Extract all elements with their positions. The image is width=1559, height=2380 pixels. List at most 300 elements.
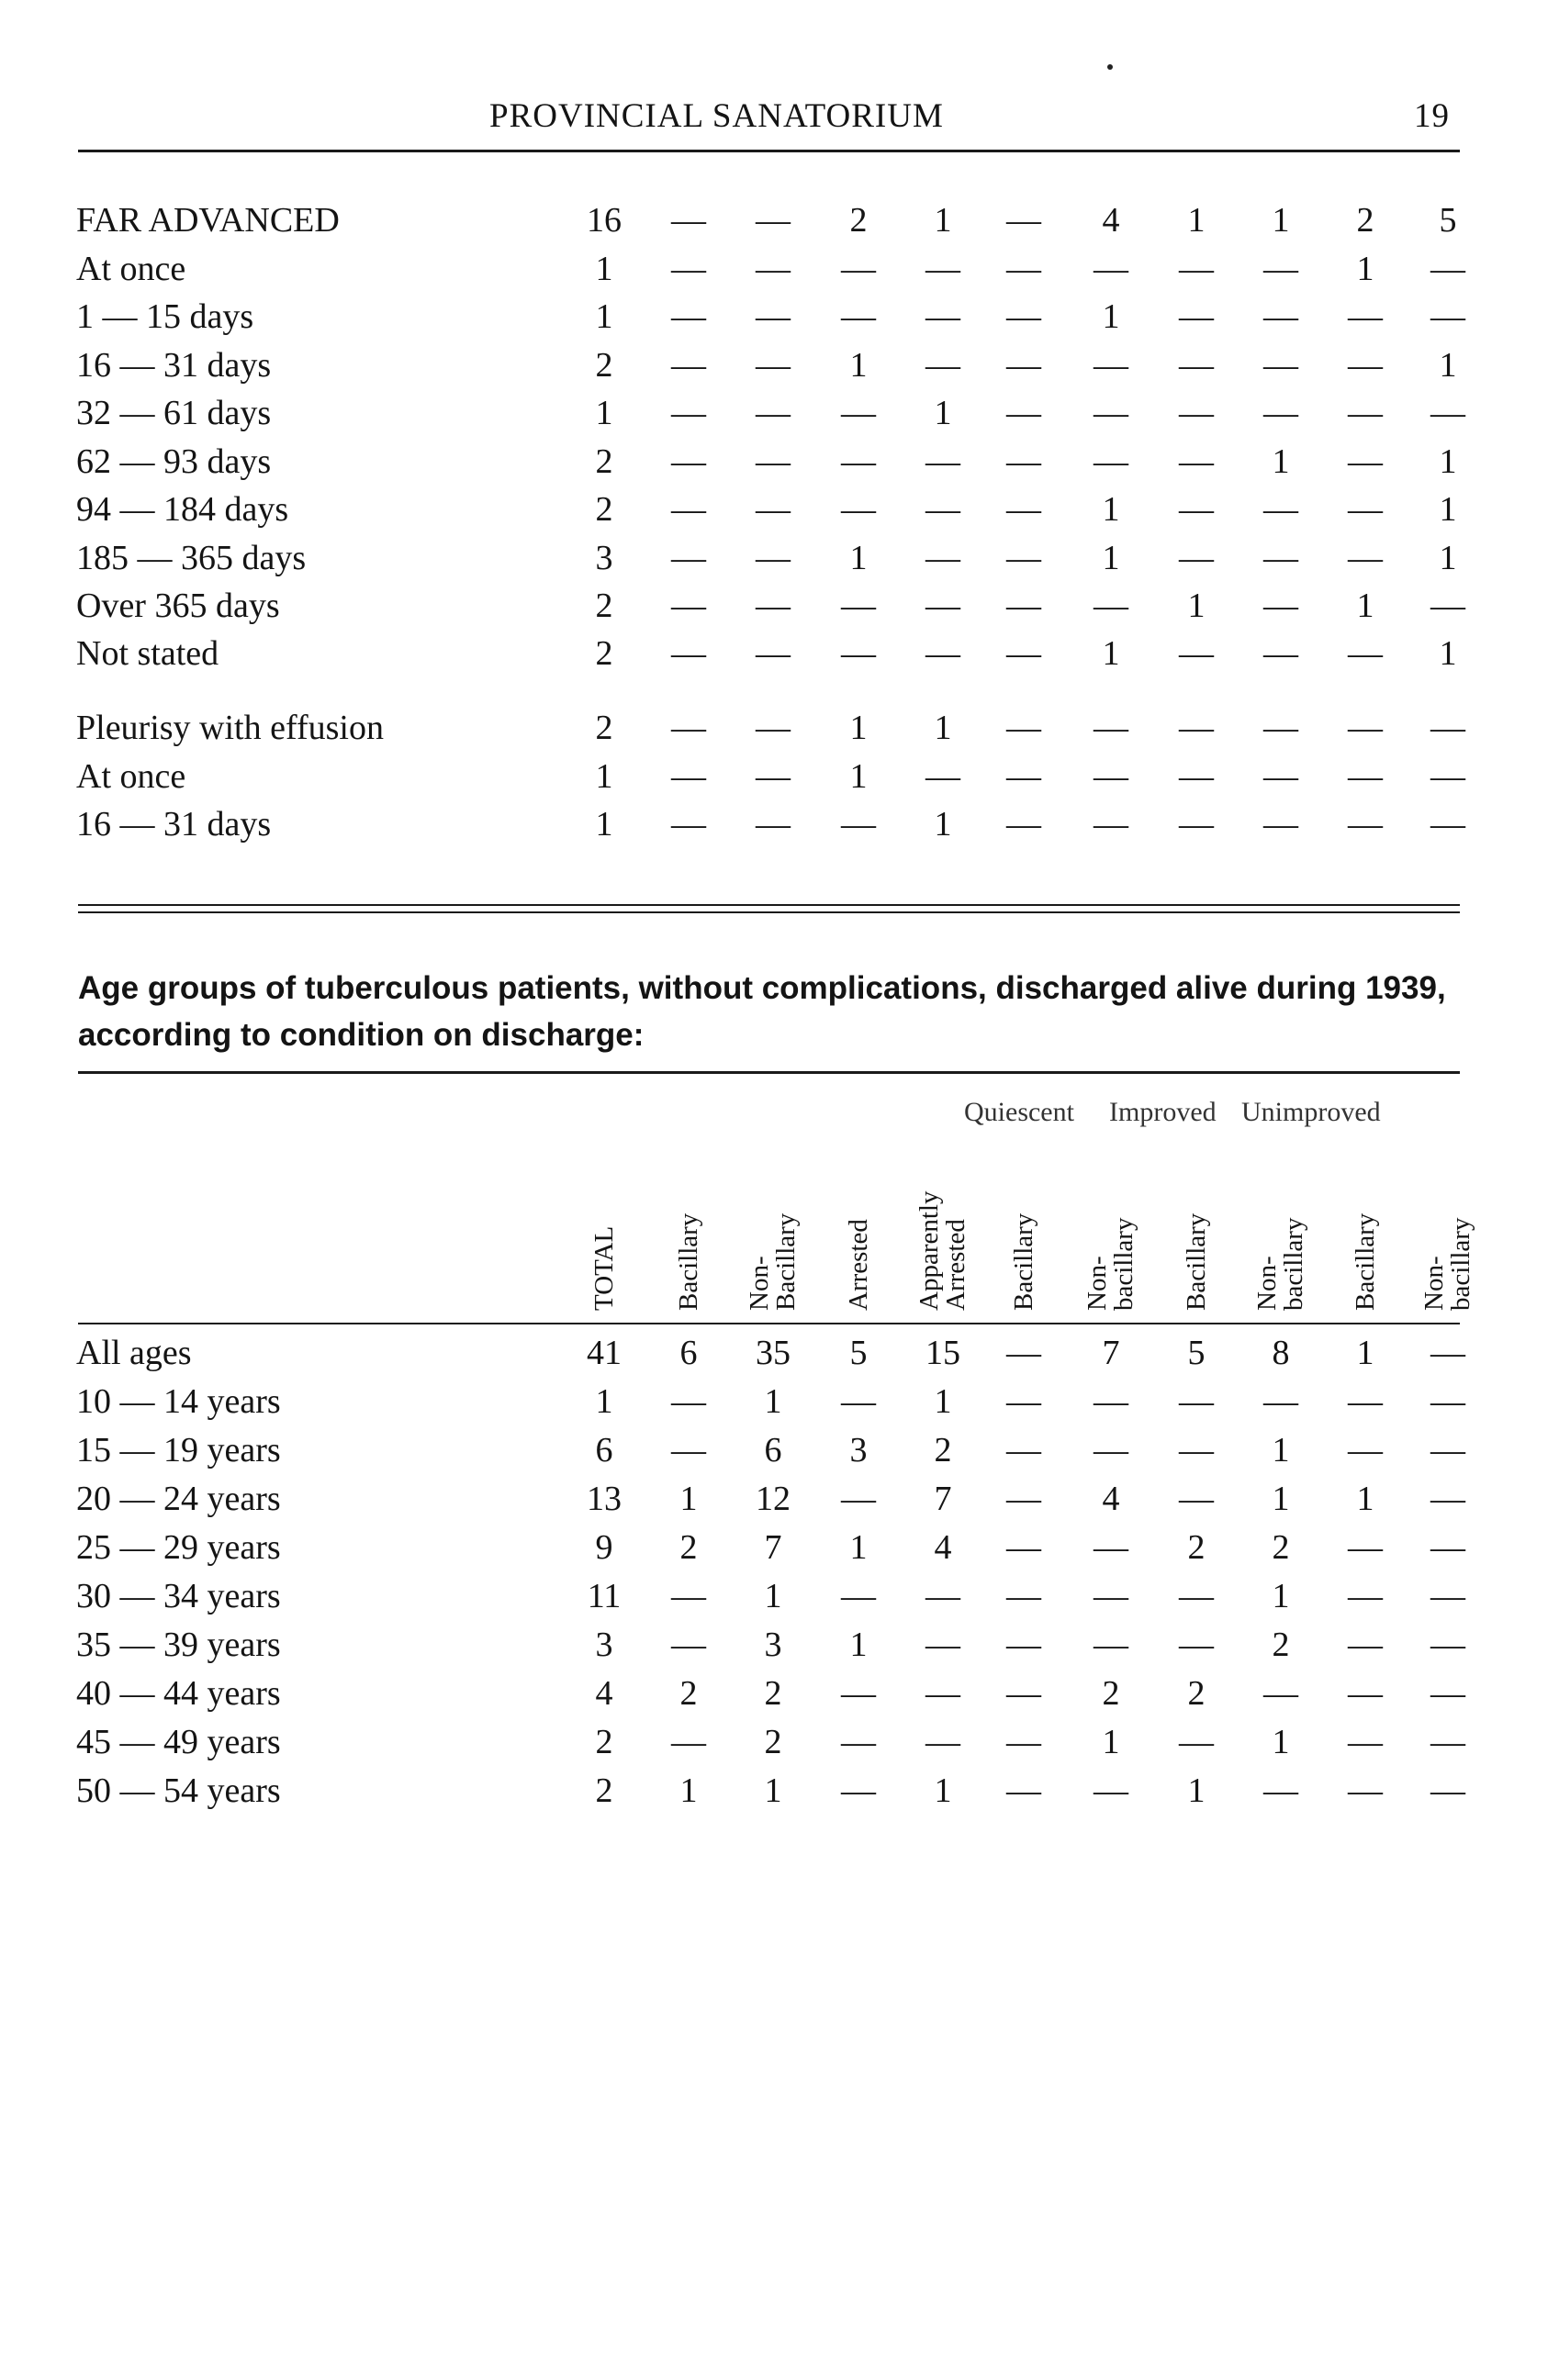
table-cell: — [1006, 1626, 1041, 1664]
table-cell: — [1179, 1723, 1214, 1761]
table-row [0, 756, 1559, 804]
column-header [914, 1155, 970, 1311]
table-cell: — [1006, 1771, 1041, 1810]
running-title: PROVINCIAL SANATORIUM [489, 97, 944, 135]
table-cell: 1 [1439, 442, 1457, 481]
table-cell: 1 [764, 1382, 782, 1421]
table-cell: — [671, 394, 706, 432]
table-cell: 1 [1102, 490, 1120, 529]
table-cell: 1 [595, 394, 613, 432]
column-header-label: Non- bacillary [1252, 1217, 1308, 1311]
table-cell: — [841, 805, 876, 844]
table-cell: — [841, 250, 876, 288]
table-cell: — [925, 490, 960, 529]
table-cell: 3 [849, 1431, 868, 1469]
column-header [1082, 1155, 1138, 1311]
table-row [0, 633, 1559, 681]
table-cell: 1 [595, 805, 613, 844]
table-cell: 2 [764, 1723, 782, 1761]
table-cell: — [1348, 539, 1383, 577]
table-cell: 2 [679, 1528, 698, 1567]
table-cell: 2 [595, 1771, 613, 1810]
table-cell: — [1094, 1626, 1128, 1664]
table-cell: — [1179, 250, 1214, 288]
table-cell: — [1348, 709, 1383, 747]
table-cell: — [1430, 1382, 1465, 1421]
table-cell: — [671, 1626, 706, 1664]
column-header [670, 1155, 707, 1311]
table-cell: — [925, 587, 960, 625]
table-cell: — [1263, 805, 1298, 844]
table-cell: — [1263, 709, 1298, 747]
column-header-rule [78, 1323, 1460, 1324]
table-cell: 2 [595, 490, 613, 529]
table-cell: — [1094, 394, 1128, 432]
row-label: 35 — 39 years [76, 1626, 281, 1664]
table-cell: — [841, 1674, 876, 1713]
table-cell: — [1179, 1480, 1214, 1518]
table-cell: 1 [849, 539, 868, 577]
table-cell: — [1006, 490, 1041, 529]
table-cell: 1 [1102, 634, 1120, 673]
table-cell: — [1348, 442, 1383, 481]
table-cell: 12 [756, 1480, 791, 1518]
table-cell: 1 [849, 346, 868, 385]
table-cell: — [671, 587, 706, 625]
table-cell: 1 [595, 297, 613, 336]
table-cell: 3 [595, 1626, 613, 1664]
table-cell: — [925, 1674, 960, 1713]
table-cell: — [1094, 1528, 1128, 1567]
table-cell: — [1263, 539, 1298, 577]
table-cell: — [1179, 1382, 1214, 1421]
table-cell: — [1179, 346, 1214, 385]
table-cell: 1 [1272, 1723, 1290, 1761]
table-row [0, 1722, 1559, 1770]
table-cell: 1 [595, 250, 613, 288]
table-cell: — [925, 539, 960, 577]
table-cell: — [1263, 1771, 1298, 1810]
table-cell: 1 [679, 1480, 698, 1518]
table-cell: — [1006, 1674, 1041, 1713]
row-label: 94 — 184 days [76, 490, 289, 529]
row-label: 16 — 31 days [76, 346, 272, 385]
table-cell: 1 [1356, 250, 1374, 288]
table-cell: — [756, 539, 791, 577]
table-cell: — [1430, 805, 1465, 844]
column-header [586, 1155, 622, 1311]
table-cell: — [671, 1723, 706, 1761]
table-cell: — [1348, 634, 1383, 673]
table-cell: 1 [595, 757, 613, 796]
table-cell: — [925, 757, 960, 796]
row-label: Over 365 days [76, 587, 280, 625]
table-cell: — [671, 1577, 706, 1615]
table-cell: — [671, 297, 706, 336]
table-cell: — [1179, 490, 1214, 529]
table-row [0, 804, 1559, 852]
table-cell: — [1179, 805, 1214, 844]
table-cell: 1 [934, 805, 952, 844]
table-cell: — [1348, 1674, 1383, 1713]
table-row [0, 249, 1559, 296]
table-cell: 1 [1187, 587, 1206, 625]
table-row [0, 1673, 1559, 1721]
table-cell: — [671, 539, 706, 577]
table-cell: — [1006, 1382, 1041, 1421]
table-cell: 2 [764, 1674, 782, 1713]
column-header-label: Apparently Arrested [914, 1190, 970, 1311]
table-cell: — [1006, 1334, 1041, 1372]
row-label: Not stated [76, 634, 219, 673]
table-cell: — [1179, 1626, 1214, 1664]
table-cell: — [1006, 587, 1041, 625]
table-cell: 1 [1272, 201, 1290, 240]
table-row [0, 1381, 1559, 1429]
table-cell: — [671, 346, 706, 385]
table-cell: 11 [587, 1577, 622, 1615]
group-header-improved: Improved [1109, 1097, 1217, 1127]
table-cell: — [1430, 1577, 1465, 1615]
table-cell: — [1179, 539, 1214, 577]
column-header-label: Bacillary [1350, 1212, 1380, 1311]
column-header-label: Non- Bacillary [745, 1212, 801, 1311]
table-cell: — [925, 1577, 960, 1615]
column-header [1419, 1155, 1475, 1311]
table-cell: 6 [764, 1431, 782, 1469]
table-cell: 15 [925, 1334, 960, 1372]
table-cell: — [1006, 346, 1041, 385]
table-cell: 2 [595, 634, 613, 673]
table-cell: — [841, 490, 876, 529]
column-header [745, 1155, 801, 1311]
table-cell: — [841, 394, 876, 432]
table-cell: 1 [849, 757, 868, 796]
table-cell: — [1179, 634, 1214, 673]
table-cell: 1 [679, 1771, 698, 1810]
table-cell: — [1006, 1431, 1041, 1469]
table-row [0, 296, 1559, 344]
table-row [0, 538, 1559, 586]
table-cell: — [1348, 1771, 1383, 1810]
table-cell: — [841, 1480, 876, 1518]
table-cell: 8 [1272, 1334, 1290, 1372]
table-cell: 35 [756, 1334, 791, 1372]
table-row [0, 1527, 1559, 1575]
row-label: 32 — 61 days [76, 394, 272, 432]
column-header-label: Arrested [843, 1219, 873, 1311]
table-cell: 6 [679, 1334, 698, 1372]
table-cell: 1 [1439, 634, 1457, 673]
table-cell: — [1430, 394, 1465, 432]
table-cell: — [1348, 805, 1383, 844]
table-cell: 1 [1272, 1431, 1290, 1469]
stray-dot [1107, 64, 1113, 70]
table-cell: — [756, 757, 791, 796]
column-header [1252, 1155, 1308, 1311]
table-cell: — [1263, 394, 1298, 432]
table-cell: — [756, 297, 791, 336]
row-label: FAR ADVANCED [76, 201, 340, 240]
table-cell: — [756, 394, 791, 432]
table-cell: — [1006, 757, 1041, 796]
table-cell: — [1430, 1334, 1465, 1372]
table-cell: — [1348, 1577, 1383, 1615]
table-cell: 41 [587, 1334, 622, 1372]
table-cell: 1 [1272, 442, 1290, 481]
table-cell: — [1263, 297, 1298, 336]
table-cell: — [1430, 1723, 1465, 1761]
table-cell: — [756, 442, 791, 481]
table-cell: — [1006, 539, 1041, 577]
table-cell: — [671, 757, 706, 796]
table-cell: — [756, 250, 791, 288]
row-label: 40 — 44 years [76, 1674, 281, 1713]
row-label: Pleurisy with effusion [76, 709, 384, 747]
table-cell: 2 [934, 1431, 952, 1469]
table-cell: — [1430, 1480, 1465, 1518]
table-cell: — [1094, 757, 1128, 796]
table-cell: — [1006, 634, 1041, 673]
table-cell: — [1094, 250, 1128, 288]
table-cell: 2 [1272, 1528, 1290, 1567]
table-row [0, 441, 1559, 489]
table-cell: — [1348, 1382, 1383, 1421]
table-cell: 1 [1356, 587, 1374, 625]
table-cell: — [671, 1431, 706, 1469]
table-cell: — [841, 297, 876, 336]
table-cell: — [1179, 709, 1214, 747]
table-cell: — [1348, 1528, 1383, 1567]
table-cell: 4 [595, 1674, 613, 1713]
table-cell: 5 [849, 1334, 868, 1372]
table-cell: 1 [1272, 1480, 1290, 1518]
table-cell: 1 [849, 1626, 868, 1664]
table-cell: — [841, 587, 876, 625]
table-cell: 1 [1272, 1577, 1290, 1615]
table-cell: — [671, 442, 706, 481]
table-cell: — [841, 1577, 876, 1615]
table-cell: 5 [1439, 201, 1457, 240]
column-header-label: TOTAL [589, 1225, 619, 1311]
table-row [0, 586, 1559, 633]
table-cell: — [1094, 346, 1128, 385]
table-row [0, 1333, 1559, 1380]
table-cell: — [756, 490, 791, 529]
table-cell: — [925, 442, 960, 481]
table-cell: 1 [1439, 490, 1457, 529]
table-cell: — [756, 634, 791, 673]
table-cell: — [1006, 805, 1041, 844]
table-cell: — [756, 201, 791, 240]
row-label: 16 — 31 days [76, 805, 272, 844]
table-cell: — [671, 250, 706, 288]
table-cell: 1 [1356, 1334, 1374, 1372]
column-header-label: Non- bacillary [1419, 1217, 1475, 1311]
table-cell: 1 [764, 1771, 782, 1810]
column-header [1005, 1155, 1042, 1311]
table-cell: 16 [587, 201, 622, 240]
table-cell: — [1006, 250, 1041, 288]
row-label: At once [76, 757, 186, 796]
table-cell: 2 [849, 201, 868, 240]
row-label: 15 — 19 years [76, 1431, 281, 1469]
table-cell: — [671, 201, 706, 240]
table-cell: 2 [595, 587, 613, 625]
row-label: All ages [76, 1334, 192, 1372]
table-cell: — [1179, 1431, 1214, 1469]
table-cell: 5 [1187, 1334, 1206, 1372]
table-cell: 1 [934, 1771, 952, 1810]
table-cell: 1 [934, 1382, 952, 1421]
table-cell: 1 [1439, 539, 1457, 577]
table-cell: 2 [595, 442, 613, 481]
row-label: 30 — 34 years [76, 1577, 281, 1615]
table-row [0, 708, 1559, 755]
column-header-label: Bacillary [1181, 1212, 1211, 1311]
table-cell: — [1006, 1723, 1041, 1761]
column-header-label: Bacillary [1008, 1212, 1038, 1311]
table-cell: — [756, 346, 791, 385]
table-cell: — [1263, 250, 1298, 288]
column-header [840, 1155, 877, 1311]
age-groups-table-title: Age groups of tuberculous patients, without complications, discharged alive during 1939, according to condition on discharge: [78, 970, 1446, 1053]
table-cell: — [671, 490, 706, 529]
table-cell: — [671, 1382, 706, 1421]
table-cell: 4 [1102, 1480, 1120, 1518]
table-cell: — [1179, 757, 1214, 796]
table-row [0, 1430, 1559, 1478]
table-cell: — [1006, 1577, 1041, 1615]
row-label: At once [76, 250, 186, 288]
table-cell: — [1348, 297, 1383, 336]
title-rule [78, 1071, 1460, 1074]
table-row [0, 200, 1559, 248]
table-cell: 2 [1272, 1626, 1290, 1664]
table-cell: — [1348, 490, 1383, 529]
table-cell: — [925, 1723, 960, 1761]
table-cell: — [1263, 634, 1298, 673]
table-cell: 9 [595, 1528, 613, 1567]
column-header-label: Bacillary [673, 1212, 703, 1311]
table-row [0, 1479, 1559, 1526]
table-cell: — [1179, 297, 1214, 336]
table-cell: — [841, 442, 876, 481]
row-label: 45 — 49 years [76, 1723, 281, 1761]
table-row [0, 1625, 1559, 1672]
table-cell: — [671, 634, 706, 673]
table-cell: 2 [595, 1723, 613, 1761]
table-cell: — [1430, 1626, 1465, 1664]
table-row [0, 1576, 1559, 1624]
column-header [1178, 1155, 1215, 1311]
table-cell: — [841, 1723, 876, 1761]
table-cell: 1 [1102, 539, 1120, 577]
table-cell: — [671, 805, 706, 844]
table-cell: — [1348, 757, 1383, 796]
table-cell: — [1430, 1431, 1465, 1469]
table-cell: — [756, 709, 791, 747]
table-cell: — [1263, 1674, 1298, 1713]
table-cell: 1 [1102, 297, 1120, 336]
table-cell: — [1348, 1723, 1383, 1761]
row-label: 62 — 93 days [76, 442, 272, 481]
table-cell: — [841, 1382, 876, 1421]
row-label: 50 — 54 years [76, 1771, 281, 1810]
table-cell: — [1094, 1382, 1128, 1421]
table-cell: 1 [849, 1528, 868, 1567]
table-row [0, 489, 1559, 537]
table-cell: 1 [934, 709, 952, 747]
table-cell: 1 [1187, 201, 1206, 240]
table-cell: — [1263, 490, 1298, 529]
table-cell: 3 [595, 539, 613, 577]
table-cell: 1 [934, 201, 952, 240]
table-cell: — [1179, 394, 1214, 432]
row-label: 20 — 24 years [76, 1480, 281, 1518]
table-cell: — [1094, 442, 1128, 481]
header-rule [78, 150, 1460, 152]
table-cell: — [1263, 757, 1298, 796]
table-cell: — [1006, 1528, 1041, 1567]
table-cell: — [1430, 709, 1465, 747]
table-cell: — [756, 805, 791, 844]
table-cell: — [1179, 1577, 1214, 1615]
table-cell: 4 [1102, 201, 1120, 240]
table-cell: — [1006, 201, 1041, 240]
table-cell: — [1006, 709, 1041, 747]
table-cell: — [1348, 394, 1383, 432]
table-cell: 2 [1356, 201, 1374, 240]
table-cell: — [841, 634, 876, 673]
table-row [0, 393, 1559, 441]
page-number: 19 [1414, 97, 1450, 135]
table-cell: 1 [849, 709, 868, 747]
table-cell: 1 [1102, 1723, 1120, 1761]
table-cell: — [1348, 1626, 1383, 1664]
table-cell: 7 [1102, 1334, 1120, 1372]
group-header-quiescent: Quiescent [964, 1097, 1074, 1127]
table-cell: — [671, 709, 706, 747]
table-cell: — [1006, 297, 1041, 336]
table-cell: 2 [595, 346, 613, 385]
row-label: 185 — 365 days [76, 539, 307, 577]
table-cell: — [1094, 1431, 1128, 1469]
table-cell: — [1430, 297, 1465, 336]
table-cell: — [1430, 1674, 1465, 1713]
table-cell: — [1006, 442, 1041, 481]
table-cell: 1 [1187, 1771, 1206, 1810]
table-cell: — [925, 297, 960, 336]
table-cell: — [1348, 1431, 1383, 1469]
table-cell: 2 [1102, 1674, 1120, 1713]
table-cell: 1 [764, 1577, 782, 1615]
table-cell: — [841, 1771, 876, 1810]
table-cell: — [1430, 250, 1465, 288]
table-cell: 2 [679, 1674, 698, 1713]
table-cell: — [925, 250, 960, 288]
table-cell: — [1430, 1771, 1465, 1810]
table-cell: — [1263, 587, 1298, 625]
section-divider-bottom [78, 911, 1460, 913]
table-cell: — [1348, 346, 1383, 385]
table-cell: — [1094, 1577, 1128, 1615]
table-cell: 1 [934, 394, 952, 432]
table-cell: — [1094, 587, 1128, 625]
table-cell: 2 [1187, 1674, 1206, 1713]
table-cell: 1 [595, 1382, 613, 1421]
table-cell: — [1094, 709, 1128, 747]
